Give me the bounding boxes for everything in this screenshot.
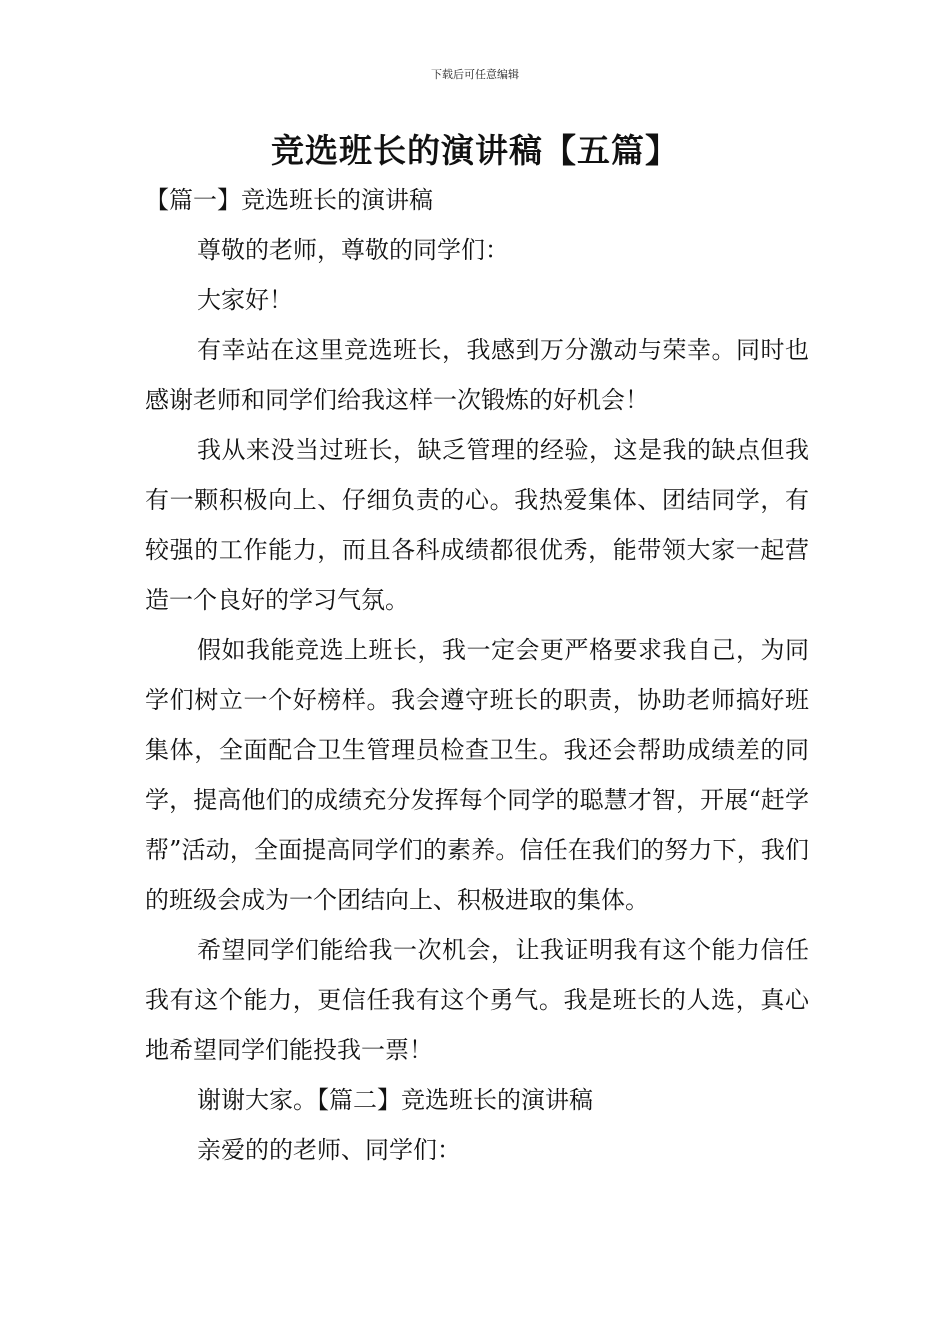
document-body [145,175,809,1175]
document-title: 竞选班长的演讲稿【五篇】 [271,131,679,170]
greeting: 大家好！ [197,286,293,314]
section-heading: 【篇一】竞选班长的演讲稿 [145,186,433,214]
salutation: 尊敬的老师，尊敬的同学们： [197,236,509,264]
header-note: 下载后可任意编辑 [431,68,519,81]
salutation: 亲爱的的老师、同学们： [197,1136,461,1164]
paragraph: 谢谢大家。【篇二】竞选班长的演讲稿 [197,1086,593,1114]
paragraph: 有幸站在这里竞选班长，我感到万分激动与荣幸。同时也感谢老师和同学们给我这样一次锻炼的好机会！ [145,336,809,414]
paragraph: 希望同学们能给我一次机会，让我证明我有这个能力信任我有这个能力，更信任我有这个勇气。我是班长的人选，真心地希望同学们能投我一票！ [145,936,809,1064]
paragraph: 假如我能竞选上班长，我一定会更严格要求我自己，为同学们树立一个好榜样。我会遵守班长的职责，协助老师搞好班集体，全面配合卫生管理员检查卫生。我还会帮助成绩差的同学，提高他们的成绩充分发挥每个同学的聪慧才智，开展“赶学帮”活动，全面提高同学们的素养。信任在我们的努力下，我们的班级会成为一个团结向上、积极进取的集体。 [145,636,809,914]
paragraph: 我从来没当过班长，缺乏管理的经验，这是我的缺点但我有一颗积极向上、仔细负责的心。我热爱集体、团结同学，有较强的工作能力，而且各科成绩都很优秀，能带领大家一起营造一个良好的学习气氛。 [145,436,809,614]
